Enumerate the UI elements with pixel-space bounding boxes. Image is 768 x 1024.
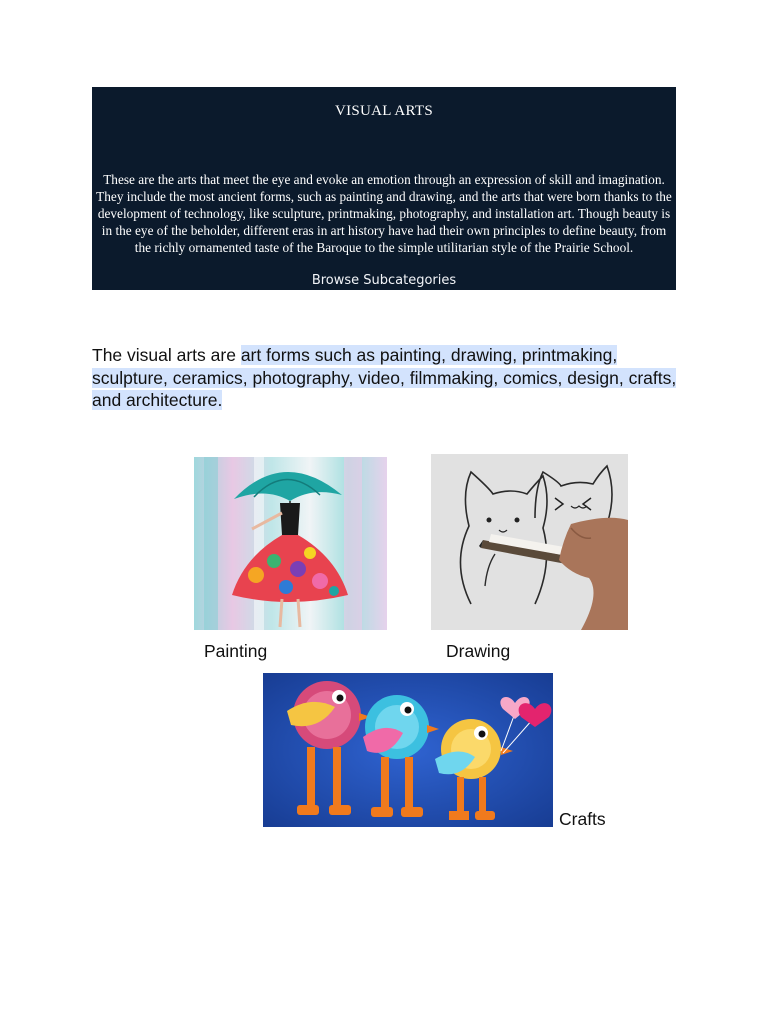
intro-paragraph	[92, 344, 692, 412]
banner-title: VISUAL ARTS	[334, 103, 434, 119]
drawing-image	[431, 454, 628, 630]
browse-subcategories-link[interactable]: Browse Subcategories	[311, 273, 457, 288]
drawing-caption: Drawing	[446, 641, 511, 661]
intro-highlighted-text: art forms such as painting, drawing, printmaking, sculpture, ceramics, photography, video, filmmaking, comics, design, crafts, and architecture	[92, 345, 677, 410]
banner-description: These are the arts that meet the eye and evoke an emotion through an expression of skill and imagination. They include the most ancient forms, such as painting and drawing, and the arts that were born thanks to the development of technology, like sculpture, printmaking, photography, and installation art. Though beauty is in the eye of the beholder, different eras in art history have had their own principles to define beauty, from the richly ornamented taste of the Baroque to the simple utilitarian style of the Prairie School.	[96, 172, 672, 255]
crafts-caption: Crafts	[559, 809, 606, 829]
crafts-image	[263, 673, 553, 827]
painting-image	[194, 457, 387, 630]
painting-caption: Painting	[204, 641, 268, 661]
intro-prefix: The visual arts are	[92, 345, 241, 365]
intro-suffix: .	[217, 390, 223, 410]
visual-arts-banner	[92, 87, 676, 290]
